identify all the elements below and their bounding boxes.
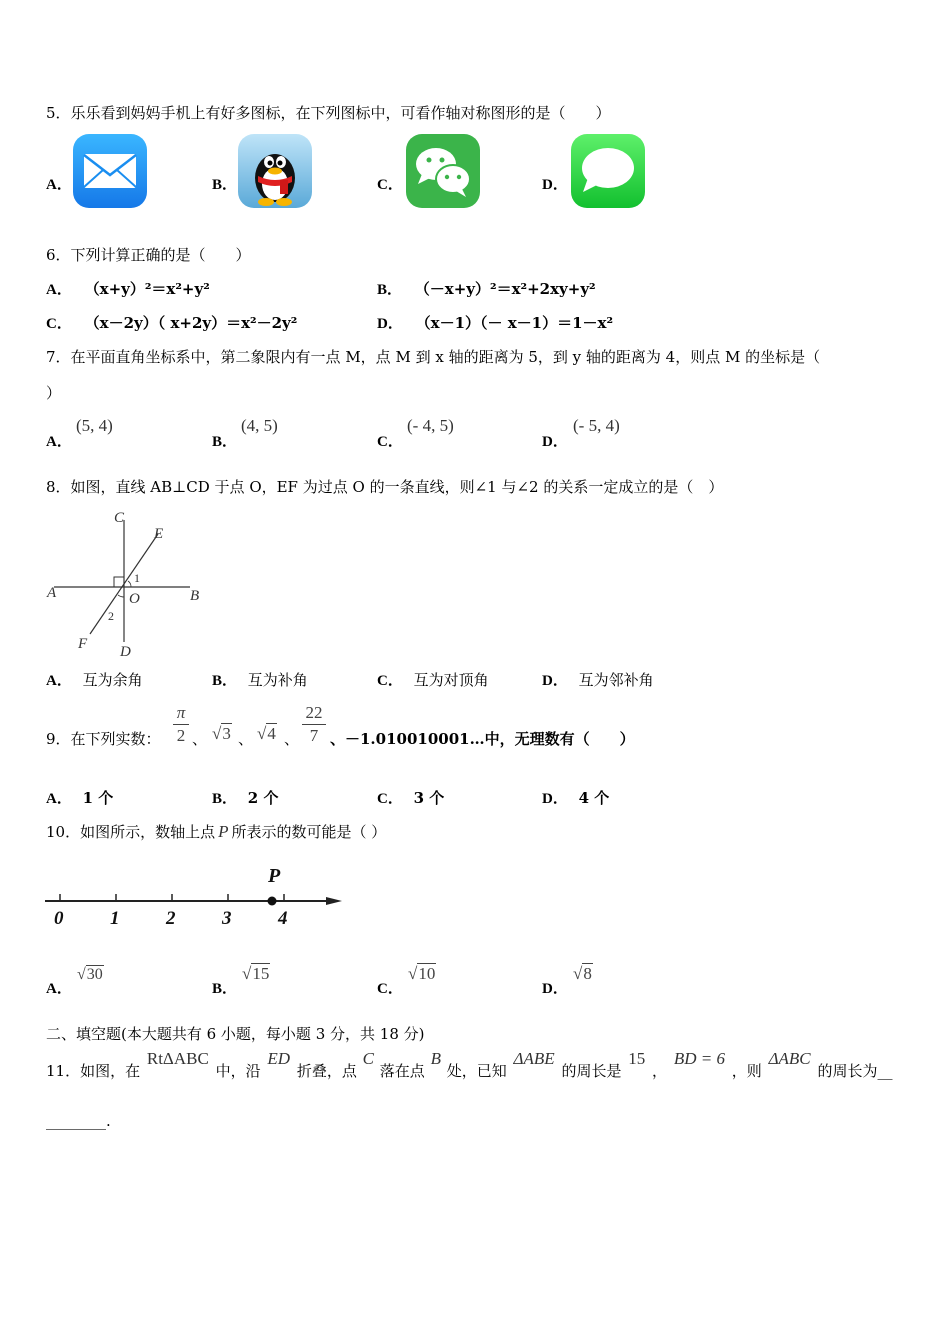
q7-option-a-value: (5, 4) [76,416,113,435]
option-letter: C． [377,791,403,807]
radicand: 4 [267,724,276,743]
q11-math-1: RtΔABC [146,1049,209,1068]
q6-option-c [46,312,297,333]
q8-figure [40,502,220,662]
q5-option-c-letter: C． [377,177,403,193]
label-1: 1 [134,571,140,585]
q11-answer-blank[interactable]: ________. [46,1112,111,1130]
option-text: （x+y）²＝x²+y² [84,280,210,298]
label-a: A [47,585,57,601]
q10-point: P [218,822,229,841]
option-text: 互为邻补角 [578,671,654,689]
section-2-title: 二、填空题(本大题共有 6 小题，每小题 3 分，共 18 分) [46,1025,425,1043]
q9-sep-1: 、 [192,730,208,748]
label-2: 2 [108,609,114,623]
q10-option-d-letter: D． [542,981,568,997]
option-text: （x－2y）（ x+2y）＝x²－2y² [84,314,298,332]
option-letter: D． [542,673,568,689]
option-text: 4 个 [578,789,610,807]
q11-text-8: ，则 [731,1062,762,1080]
frac-numerator: 22 [305,703,323,722]
q8-stem: 8．如图，直线 AB⊥CD 于点 O，EF 为过点 O 的一条直线，则∠1 与∠2 的关系一定成立的是（ ） [46,478,724,496]
option-text: 1 个 [82,789,114,807]
option-letter: B． [212,791,238,807]
q11-text-1: 11．如图，在 [46,1062,141,1080]
mail-icon [73,134,147,208]
label-f: F [78,636,88,652]
q9-prefix: 9．在下列实数： [46,730,161,748]
q9-sep-3: 、 [284,730,300,748]
q5-option-d-letter: D． [542,177,568,193]
option-letter: B． [377,282,403,298]
option-letter: C． [46,316,72,332]
label-b: B [190,588,200,604]
q11-math-4: B [430,1049,441,1068]
radicand: 3 [222,724,231,743]
q9-sqrt-3: √3 [212,724,231,743]
q5-stem: 5．乐乐看到妈妈手机上有好多图标，在下列图标中，可看作轴对称图形的是（ ） [46,104,611,122]
point-p [268,897,277,906]
q8-option-d [542,669,654,690]
tick-label-4: 4 [278,908,288,929]
q7-stem: 7．在平面直角坐标系中，第二象限内有一点 M，点 M 到 x 轴的距离为 5，到 y 轴的距离为 4，则点 M 的坐标是（ [46,348,821,366]
q10-stem-a: 10．如图所示，数轴上点 [46,823,216,841]
q9-option-c [377,787,444,808]
option-letter: A． [46,673,72,689]
q11-text-9: 的周长为__ [817,1062,893,1080]
q7-option-c-letter: C． [377,434,403,450]
q9-decimal: 、－1.010010001…中，无理数有（ ） [330,730,635,748]
label-c: C [114,510,125,526]
q10-option-d-value: √8 [573,964,592,983]
option-text: 互为补角 [247,671,308,689]
option-text: （x－1）（－ x－1）＝1－x² [415,314,614,332]
q10-stem [46,821,386,842]
q6-option-b [377,278,596,299]
q7-option-c-value: (- 4, 5) [407,416,454,435]
angle-2-arc [118,595,124,597]
q5-option-a-letter: A． [46,177,72,193]
q7-option-b-value: (4, 5) [241,416,278,435]
q10-number-line [40,858,360,938]
messages-icon [571,134,645,208]
q9-option-d [542,787,609,808]
point-p-label: P [268,865,281,887]
q7-option-d-letter: D． [542,434,568,450]
q8-option-c [377,669,489,690]
radicand: 15 [252,964,270,983]
option-letter: A． [46,282,72,298]
q6-option-d [377,312,613,333]
angle-1-arc [128,581,131,587]
q9-pi-over-2 [173,703,189,746]
tick-label-3: 3 [222,908,232,929]
label-d: D [120,644,131,660]
q11-math-3: C [362,1049,374,1068]
option-letter: A． [46,791,72,807]
frac-denominator: 7 [309,726,319,745]
q10-option-c-letter: C． [377,981,403,997]
q10-stem-b: 所表示的数可能是（ ） [231,823,387,841]
q9-22-over-7 [302,703,326,746]
wechat-icon [406,134,480,208]
option-letter: D． [542,791,568,807]
q9-option-b [212,787,278,808]
q10-option-b-value: √15 [242,964,270,983]
frac-numerator: π [176,703,186,722]
q11-math-7: BD = 6 [673,1049,725,1068]
q11-line [46,1049,893,1081]
q9-option-a [46,787,113,808]
frac-denominator: 2 [176,726,186,745]
tick-label-0: 0 [54,908,64,929]
option-letter: D． [377,316,403,332]
q8-option-a [46,669,143,690]
q11-math-6: 15 [628,1049,646,1068]
tick-label-1: 1 [110,908,120,929]
option-text: 2 个 [247,789,279,807]
tick-label-2: 2 [166,908,176,929]
q11-text-7: ， [652,1062,668,1080]
option-text: 3 个 [413,789,445,807]
q10-option-c-value: √10 [408,964,436,983]
option-text: 互为对顶角 [413,671,489,689]
q11-text-5: 处，已知 [446,1062,507,1080]
q10-option-b-letter: B． [212,981,238,997]
q7-option-a-letter: A． [46,434,72,450]
q11-text-3: 折叠，点 [296,1062,357,1080]
radicand: 8 [583,964,592,983]
q6-option-a [46,278,210,299]
option-letter: B． [212,673,238,689]
option-letter: C． [377,673,403,689]
q6-stem: 6．下列计算正确的是（ ） [46,246,251,264]
radicand: 10 [418,964,436,983]
radicand: 30 [86,966,103,983]
option-text: （－x+y）²＝x²+2xy+y² [414,280,596,298]
q9-sep-2: 、 [238,730,254,748]
q8-option-b [212,669,308,690]
q5-option-b-letter: B． [212,177,238,193]
frac-bar [173,724,189,725]
qq-penguin-icon [238,134,312,208]
q11-math-5: ΔABE [513,1049,555,1068]
q11-text-2: 中，沿 [215,1062,261,1080]
q10-option-a-value: √30 [77,966,103,983]
q7-stem-end: ） [46,384,62,402]
label-e: E [154,526,164,542]
q9-sqrt-4: √4 [257,724,276,743]
q11-text-4: 落在点 [379,1062,425,1080]
q11-math-2: ED [267,1049,291,1068]
q7-option-d-value: (- 5, 4) [573,416,620,435]
frac-bar [302,724,326,725]
q10-option-a-letter: A． [46,981,72,997]
q7-option-b-letter: B． [212,434,238,450]
axis-arrow [326,897,342,905]
option-text: 互为余角 [82,671,143,689]
q11-text-6: 的周长是 [561,1062,622,1080]
label-o: O [129,591,140,607]
q11-math-8: ΔABC [768,1049,811,1068]
